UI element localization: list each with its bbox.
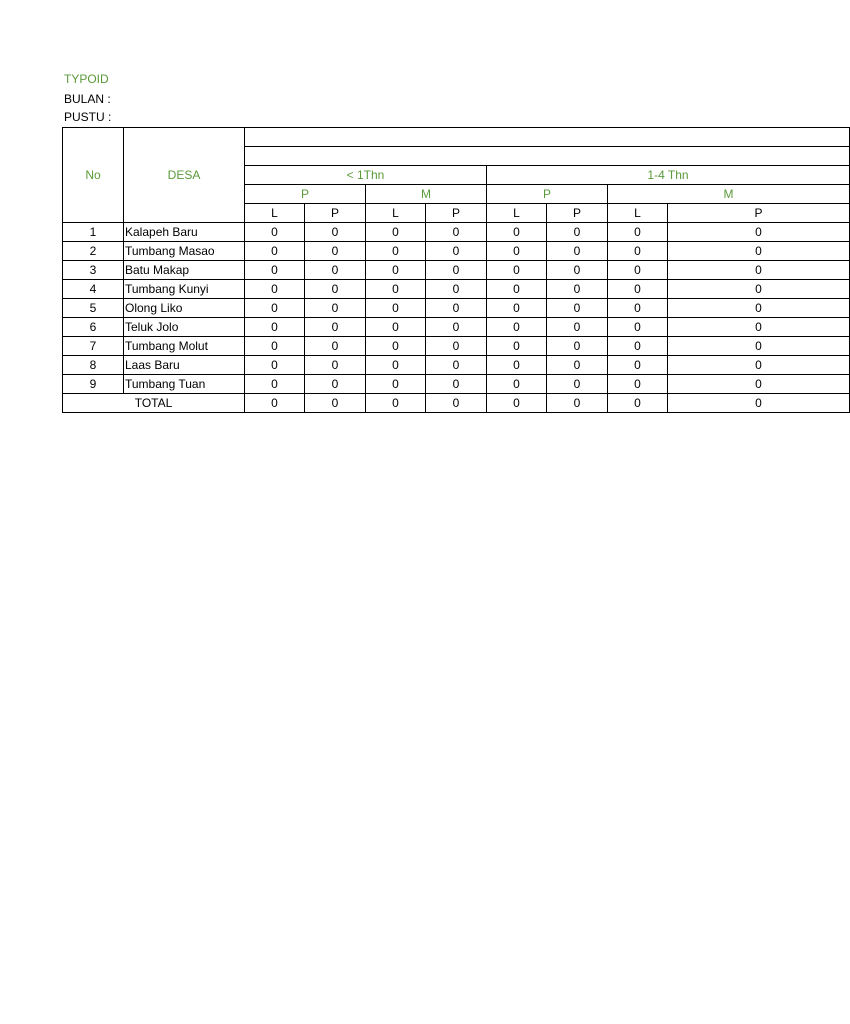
value-cell: 0 — [668, 242, 850, 261]
value-cell: 0 — [366, 318, 426, 337]
value-cell: 0 — [426, 375, 487, 394]
value-cell: 0 — [426, 280, 487, 299]
desa-name: Olong Liko — [124, 299, 245, 318]
value-cell: 0 — [426, 337, 487, 356]
value-cell: 0 — [668, 223, 850, 242]
value-cell: 0 — [305, 356, 366, 375]
total-cell: 0 — [547, 394, 608, 413]
value-cell: 0 — [487, 280, 547, 299]
value-cell: 0 — [245, 337, 305, 356]
value-cell: 0 — [426, 356, 487, 375]
value-cell: 0 — [547, 223, 608, 242]
table-row — [63, 280, 850, 299]
value-cell: 0 — [366, 223, 426, 242]
spreadsheet-area — [62, 127, 763, 427]
value-cell: 0 — [426, 299, 487, 318]
desa-name: Tumbang Tuan — [124, 375, 245, 394]
value-cell: 0 — [426, 242, 487, 261]
total-cell: 0 — [245, 394, 305, 413]
desa-name: Kalapeh Baru — [124, 223, 245, 242]
total-cell: 0 — [608, 394, 668, 413]
value-cell: 0 — [426, 318, 487, 337]
value-cell: 0 — [608, 375, 668, 394]
value-cell: 0 — [305, 375, 366, 394]
sub-group-header: M — [608, 185, 850, 204]
value-cell: 0 — [426, 223, 487, 242]
sex-header: P — [547, 204, 608, 223]
desa-name: Tumbang Kunyi — [124, 280, 245, 299]
value-cell: 0 — [245, 299, 305, 318]
value-cell: 0 — [305, 280, 366, 299]
typoid-table — [62, 127, 850, 413]
sub-group-header: M — [366, 185, 487, 204]
value-cell: 0 — [547, 337, 608, 356]
header-row-1 — [63, 128, 850, 147]
value-cell: 0 — [487, 242, 547, 261]
report-title: TYPOID — [64, 72, 109, 86]
row-number: 4 — [63, 280, 124, 299]
column-header-desa: DESA — [124, 128, 245, 223]
table-row — [63, 318, 850, 337]
value-cell: 0 — [608, 223, 668, 242]
value-cell: 0 — [487, 299, 547, 318]
pustu-label: PUSTU : — [64, 110, 112, 124]
total-cell: 0 — [305, 394, 366, 413]
value-cell: 0 — [305, 261, 366, 280]
value-cell: 0 — [547, 356, 608, 375]
sex-header: P — [426, 204, 487, 223]
value-cell: 0 — [305, 223, 366, 242]
value-cell: 0 — [245, 261, 305, 280]
row-number: 5 — [63, 299, 124, 318]
total-cell: 0 — [426, 394, 487, 413]
age-group-1-4: 1-4 Thn — [487, 166, 850, 185]
value-cell: 0 — [608, 318, 668, 337]
sex-header: P — [305, 204, 366, 223]
column-header-no: No — [63, 128, 124, 223]
desa-name: Laas Baru — [124, 356, 245, 375]
value-cell: 0 — [245, 356, 305, 375]
value-cell: 0 — [366, 375, 426, 394]
value-cell: 0 — [668, 318, 850, 337]
value-cell: 0 — [668, 261, 850, 280]
value-cell: 0 — [608, 280, 668, 299]
value-cell: 0 — [426, 261, 487, 280]
sex-header: L — [487, 204, 547, 223]
value-cell: 0 — [305, 318, 366, 337]
value-cell: 0 — [547, 318, 608, 337]
value-cell: 0 — [608, 299, 668, 318]
value-cell: 0 — [487, 261, 547, 280]
table-row — [63, 356, 850, 375]
row-number: 6 — [63, 318, 124, 337]
row-number: 9 — [63, 375, 124, 394]
total-cell: 0 — [366, 394, 426, 413]
value-cell: 0 — [305, 299, 366, 318]
value-cell: 0 — [668, 280, 850, 299]
table-row — [63, 261, 850, 280]
value-cell: 0 — [547, 299, 608, 318]
value-cell: 0 — [608, 356, 668, 375]
value-cell: 0 — [245, 375, 305, 394]
value-cell: 0 — [668, 356, 850, 375]
value-cell: 0 — [245, 242, 305, 261]
value-cell: 0 — [547, 375, 608, 394]
value-cell: 0 — [668, 375, 850, 394]
table-row — [63, 337, 850, 356]
total-row — [63, 394, 850, 413]
value-cell: 0 — [245, 280, 305, 299]
value-cell: 0 — [608, 261, 668, 280]
row-number: 3 — [63, 261, 124, 280]
desa-name: Tumbang Masao — [124, 242, 245, 261]
sex-header: L — [245, 204, 305, 223]
table-row — [63, 242, 850, 261]
header-blank-row-1 — [245, 128, 850, 147]
total-cell: 0 — [487, 394, 547, 413]
value-cell: 0 — [547, 242, 608, 261]
table-row — [63, 223, 850, 242]
value-cell: 0 — [305, 337, 366, 356]
value-cell: 0 — [668, 337, 850, 356]
value-cell: 0 — [366, 337, 426, 356]
row-number: 2 — [63, 242, 124, 261]
row-number: 7 — [63, 337, 124, 356]
value-cell: 0 — [608, 337, 668, 356]
desa-name: Tumbang Molut — [124, 337, 245, 356]
value-cell: 0 — [245, 223, 305, 242]
value-cell: 0 — [366, 299, 426, 318]
value-cell: 0 — [547, 261, 608, 280]
value-cell: 0 — [547, 280, 608, 299]
table-row — [63, 299, 850, 318]
age-group-under-1: < 1Thn — [245, 166, 487, 185]
sex-header: L — [608, 204, 668, 223]
value-cell: 0 — [487, 375, 547, 394]
value-cell: 0 — [366, 242, 426, 261]
value-cell: 0 — [245, 318, 305, 337]
desa-name: Batu Makap — [124, 261, 245, 280]
value-cell: 0 — [487, 337, 547, 356]
total-label: TOTAL — [63, 394, 245, 413]
value-cell: 0 — [668, 299, 850, 318]
desa-name: Teluk Jolo — [124, 318, 245, 337]
value-cell: 0 — [487, 356, 547, 375]
value-cell: 0 — [487, 223, 547, 242]
value-cell: 0 — [608, 242, 668, 261]
sex-header: P — [668, 204, 850, 223]
table-row — [63, 375, 850, 394]
row-number: 1 — [63, 223, 124, 242]
value-cell: 0 — [366, 356, 426, 375]
sub-group-header: P — [245, 185, 366, 204]
total-cell: 0 — [668, 394, 850, 413]
table-body — [63, 223, 850, 394]
header-blank-row-2 — [245, 147, 850, 166]
sub-group-header: P — [487, 185, 608, 204]
value-cell: 0 — [487, 318, 547, 337]
value-cell: 0 — [366, 261, 426, 280]
sex-header: L — [366, 204, 426, 223]
value-cell: 0 — [305, 242, 366, 261]
row-number: 8 — [63, 356, 124, 375]
value-cell: 0 — [366, 280, 426, 299]
bulan-label: BULAN : — [64, 92, 111, 106]
